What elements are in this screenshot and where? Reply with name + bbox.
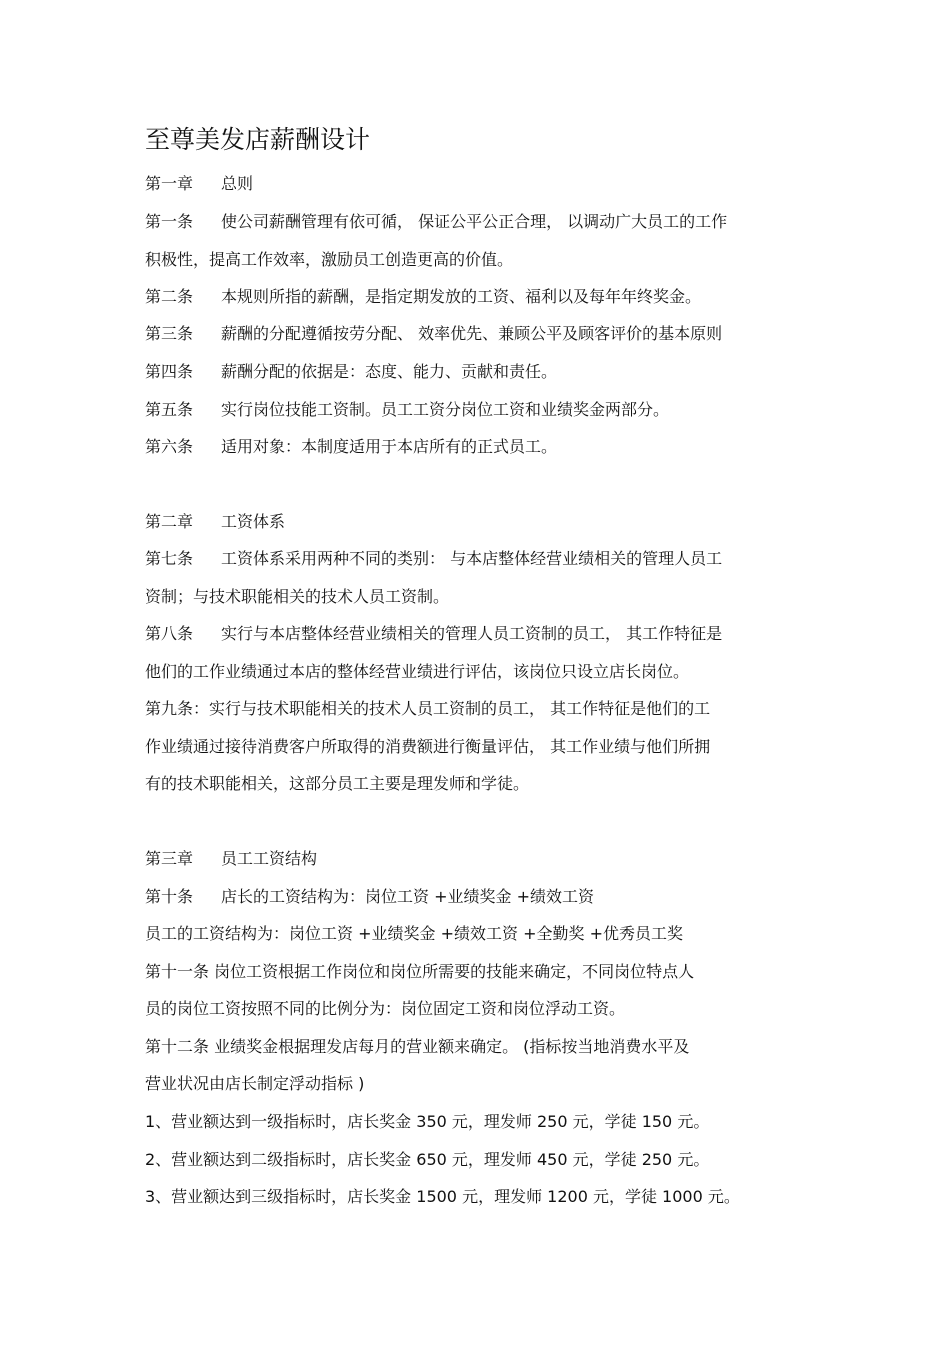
- article-continuation: 有的技术职能相关，这部分员工主要是理发师和学徒。: [145, 774, 530, 793]
- article-line: [145, 885, 594, 909]
- article-text: 实行与本店整体经营业绩相关的管理人员工资制的员工， 其工作特征是: [221, 624, 723, 643]
- list-item: 3、营业额达到三级指标时，店长奖金 1500 元，理发师 1200 元，学徒 1000 元。: [145, 1187, 740, 1206]
- article-label: 第四条: [145, 362, 194, 381]
- article-text: 工资体系采用两种不同的类别： 与本店整体经营业绩相关的管理人员工: [221, 549, 723, 568]
- article-continuation: 资制；与技术职能相关的技术人员工资制。: [145, 587, 450, 606]
- article-label: 第七条: [145, 549, 194, 568]
- article-label: 第六条: [145, 437, 194, 456]
- article-continuation: 员工的工资结构为：岗位工资 +业绩奖金 +绩效工资 +全勤奖 +优秀员工奖: [145, 924, 683, 943]
- article-line: [145, 210, 727, 234]
- article-continuation: 他们的工作业绩通过本店的整体经营业绩进行评估，该岗位只设立店长岗位。: [145, 662, 690, 681]
- article-line: [145, 398, 669, 422]
- article-text: 本规则所指的薪酬，是指定期发放的工资、福利以及每年年终奖金。: [221, 287, 702, 306]
- article-line: [145, 322, 722, 346]
- article-label: 第五条: [145, 400, 194, 419]
- article-text: 薪酬的分配遵循按劳分配、 效率优先、兼顾公平及顾客评价的基本原则: [221, 324, 723, 343]
- chapter-number: 第一章: [145, 174, 194, 193]
- article-continuation: 营业状况由店长制定浮动指标 ): [145, 1074, 365, 1093]
- article-line: [145, 285, 701, 309]
- article-label: 第三条: [145, 324, 194, 343]
- chapter-heading: [145, 847, 317, 871]
- document-title: 至尊美发店薪酬设计: [145, 125, 371, 154]
- article-label: 第八条: [145, 624, 194, 643]
- chapter-title: 总则: [221, 174, 254, 193]
- article-label: 第一条: [145, 212, 194, 231]
- article-continuation: 作业绩通过接待消费客户所取得的消费额进行衡量评估， 其工作业绩与他们所拥: [145, 737, 711, 756]
- chapter-title: 工资体系: [221, 512, 286, 531]
- article-line: [145, 360, 557, 384]
- article-line: 第十一条 岗位工资根据工作岗位和岗位所需要的技能来确定，不同岗位特点人: [145, 962, 695, 981]
- article-text: 店长的工资结构为：岗位工资 +业绩奖金 +绩效工资: [221, 887, 594, 906]
- article-line: [145, 547, 722, 571]
- chapter-number: 第三章: [145, 849, 194, 868]
- list-item: 1、营业额达到一级指标时，店长奖金 350 元，理发师 250 元，学徒 150 元。: [145, 1112, 710, 1131]
- article-continuation: 员的岗位工资按照不同的比例分为：岗位固定工资和岗位浮动工资。: [145, 999, 626, 1018]
- article-line: 第十二条 业绩奖金根据理发店每月的营业额来确定。 (指标按当地消费水平及: [145, 1037, 690, 1056]
- article-text: 使公司薪酬管理有依可循， 保证公平公正合理， 以调动广大员工的工作: [221, 212, 728, 231]
- article-text: 实行岗位技能工资制。员工工资分岗位工资和业绩奖金两部分。: [221, 400, 670, 419]
- article-line: 第九条：实行与技术职能相关的技术人员工资制的员工， 其工作特征是他们的工: [145, 699, 711, 718]
- article-label: 第二条: [145, 287, 194, 306]
- article-text: 薪酬分配的依据是：态度、能力、贡献和责任。: [221, 362, 558, 381]
- chapter-heading: [145, 172, 253, 196]
- chapter-title: 员工工资结构: [221, 849, 318, 868]
- article-line: [145, 622, 722, 646]
- article-label: 第十条: [145, 887, 194, 906]
- chapter-number: 第二章: [145, 512, 194, 531]
- article-continuation: 积极性，提高工作效率，激励员工创造更高的价值。: [145, 250, 514, 269]
- list-item: 2、营业额达到二级指标时，店长奖金 650 元，理发师 450 元，学徒 250 元。: [145, 1150, 710, 1169]
- article-line: [145, 435, 557, 459]
- article-text: 适用对象：本制度适用于本店所有的正式员工。: [221, 437, 558, 456]
- chapter-heading: [145, 510, 285, 534]
